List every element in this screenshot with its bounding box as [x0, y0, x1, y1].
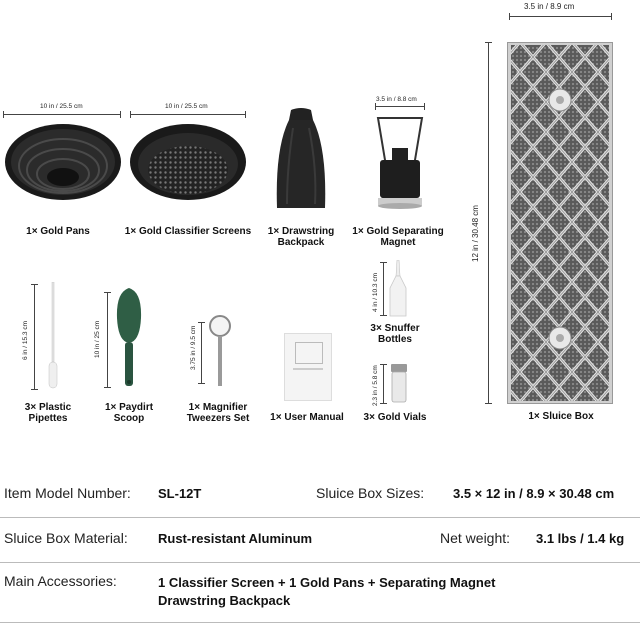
sluice-box-label: 1× Sluice Box	[528, 411, 594, 422]
tweezers-dimension-line	[201, 322, 202, 384]
gold-pans-label: 1× Gold Pans	[26, 226, 90, 237]
pipettes-label-line1: 3× Plastic	[24, 402, 72, 413]
sluice-box-image	[507, 42, 613, 404]
model-number-label: Item Model Number:	[4, 485, 131, 501]
material-label: Sluice Box Material:	[4, 530, 128, 546]
snuffer-bottles-label-line2: Bottles	[378, 334, 412, 345]
classifier-width-label: 10 in / 25.5 cm	[165, 103, 208, 110]
spec-divider-1	[0, 517, 640, 518]
model-number-value: SL-12T	[158, 486, 202, 501]
magnet-image	[372, 114, 428, 214]
pipette-dimension-line	[34, 284, 35, 390]
user-manual-label: 1× User Manual	[270, 412, 344, 423]
tweezers-label	[178, 402, 258, 424]
snuffer-bottles-label	[360, 323, 430, 345]
accessories-line1: 1 Classifier Screen + 1 Gold Pans + Separating Magnet	[158, 575, 496, 590]
gold-pan-image	[3, 120, 123, 210]
pipette-image	[46, 282, 60, 392]
scoop-label-line2: Scoop	[113, 413, 145, 424]
sluice-width-label: 3.5 in / 8.9 cm	[524, 2, 575, 11]
tweezers-image	[207, 314, 233, 388]
gold-vial-image	[389, 364, 409, 404]
pipette-height-label: 6 in / 15.3 cm	[22, 320, 29, 360]
sluice-length-label: 12 in / 30.48 cm	[471, 205, 480, 262]
user-manual-image	[284, 333, 332, 401]
classifier-screen-image	[128, 120, 248, 210]
material-value: Rust-resistant Aluminum	[158, 531, 313, 546]
sluice-size-label: Sluice Box Sizes:	[316, 485, 425, 501]
magnet-width-label: 3.5 in / 8.8 cm	[376, 96, 417, 103]
bottle-dimension-line	[383, 262, 384, 316]
pan-dimension-line	[3, 114, 121, 115]
scoop-height-label: 10 in / 25 cm	[94, 320, 101, 358]
pan-width-label: 10 in / 25.5 cm	[40, 103, 83, 110]
accessories-label: Main Accessories:	[4, 573, 117, 589]
scoop-label	[92, 402, 166, 424]
scoop-dimension-line	[107, 292, 108, 388]
backpack-label-line1: 1× Drawstring	[267, 226, 335, 237]
classifier-dimension-line	[130, 114, 246, 115]
pipettes-label-line2: Pipettes	[28, 413, 68, 424]
scoop-image	[114, 288, 144, 390]
snuffer-bottles-label-line1: 3× Snuffer	[370, 323, 420, 334]
gold-vials-label: 3× Gold Vials	[363, 412, 427, 423]
spec-divider-3	[0, 622, 640, 623]
backpack-label-line2: Backpack	[277, 237, 325, 248]
tweezers-height-label: 3.75 in / 9.5 cm	[190, 325, 197, 370]
magnet-dimension-line	[375, 106, 425, 107]
classifier-screens-label: 1× Gold Classifier Screens	[124, 226, 252, 237]
tweezers-label-line1: 1× Magnifier	[188, 402, 248, 413]
magnet-label-line2: Magnet	[380, 237, 416, 248]
net-weight-label: Net weight:	[440, 530, 511, 546]
tweezers-label-line2: Tweezers Set	[186, 413, 250, 424]
net-weight-value: 3.1 lbs / 1.4 kg	[536, 531, 625, 546]
vial-height-label: 2.3 in / 5.8 cm	[372, 365, 379, 406]
snuffer-bottle-image	[388, 260, 408, 318]
magnet-label	[345, 226, 451, 248]
pipettes-label	[12, 402, 84, 424]
bottle-height-label: 4 in / 10.3 cm	[372, 272, 379, 312]
sluice-size-value: 3.5 × 12 in / 8.9 × 30.48 cm	[453, 486, 615, 501]
sluice-length-dimension-line	[488, 42, 489, 404]
backpack-label	[262, 226, 340, 248]
spec-divider-2	[0, 562, 640, 563]
scoop-label-line1: 1× Paydirt	[104, 402, 154, 413]
magnet-label-line1: 1× Gold Separating	[352, 226, 444, 237]
vial-dimension-line	[383, 364, 384, 404]
backpack-image	[273, 108, 329, 214]
accessories-line2: Drawstring Backpack	[158, 593, 291, 608]
sluice-width-dimension-line	[509, 16, 612, 17]
